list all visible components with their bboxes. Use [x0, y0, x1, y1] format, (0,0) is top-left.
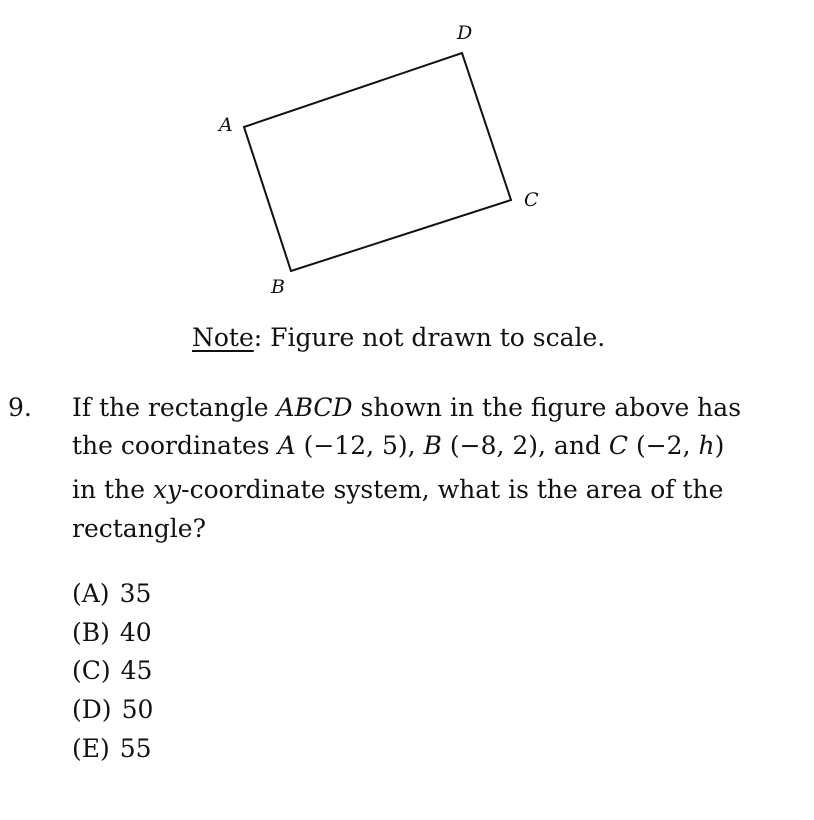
choice-e[interactable] — [72, 734, 152, 764]
choice-d[interactable] — [72, 695, 153, 725]
q2-var-h: h — [698, 431, 715, 460]
rectangle-figure — [0, 0, 814, 320]
choice-letter: (E) — [72, 734, 110, 763]
q2-point-a: A — [277, 431, 296, 460]
note-text: : Figure not drawn to scale. — [253, 323, 606, 352]
choice-value: 55 — [119, 734, 152, 763]
q2-coord-a: (−12, 5), — [295, 431, 424, 460]
vertex-label-d: D — [457, 22, 473, 44]
choice-c[interactable] — [72, 656, 152, 686]
q2-point-b: B — [423, 431, 442, 460]
choice-value: 35 — [119, 579, 152, 608]
choice-value: 40 — [119, 618, 152, 647]
q1-text-end: shown in the figure above has — [352, 393, 742, 422]
vertex-label-c: C — [524, 189, 539, 211]
choice-letter: (D) — [72, 695, 112, 724]
q2-close: ) — [714, 431, 725, 460]
question-number: 9. — [8, 393, 32, 422]
vertex-label-a: A — [219, 114, 233, 136]
choice-letter: (C) — [72, 656, 111, 685]
choice-letter: (B) — [72, 618, 110, 647]
question-line-2 — [72, 431, 724, 461]
choice-value: 45 — [120, 656, 153, 685]
choice-letter: (A) — [72, 579, 110, 608]
note-lead: Note — [192, 323, 254, 352]
choice-b[interactable] — [72, 618, 152, 648]
q3-var: xy — [152, 475, 182, 504]
vertex-label-b: B — [271, 276, 285, 298]
question-line-4: rectangle? — [72, 514, 206, 543]
q2-text: the coordinates — [72, 431, 278, 460]
question-line-1 — [72, 393, 741, 423]
question-line-3 — [72, 475, 723, 505]
figure-note — [192, 323, 605, 353]
q2-coord-c: (−2, — [628, 431, 699, 460]
q2-point-c: C — [608, 431, 629, 460]
choice-a[interactable] — [72, 579, 151, 609]
q1-text: If the rectangle — [72, 393, 277, 422]
q3-text: in the — [72, 475, 153, 504]
q1-var: ABCD — [276, 393, 353, 422]
q3-text-end: -coordinate system, what is the area of the — [181, 475, 724, 504]
q2-coord-b: (−8, 2), and — [441, 431, 609, 460]
choice-value: 50 — [121, 695, 154, 724]
rectangle-abcd — [244, 53, 511, 271]
